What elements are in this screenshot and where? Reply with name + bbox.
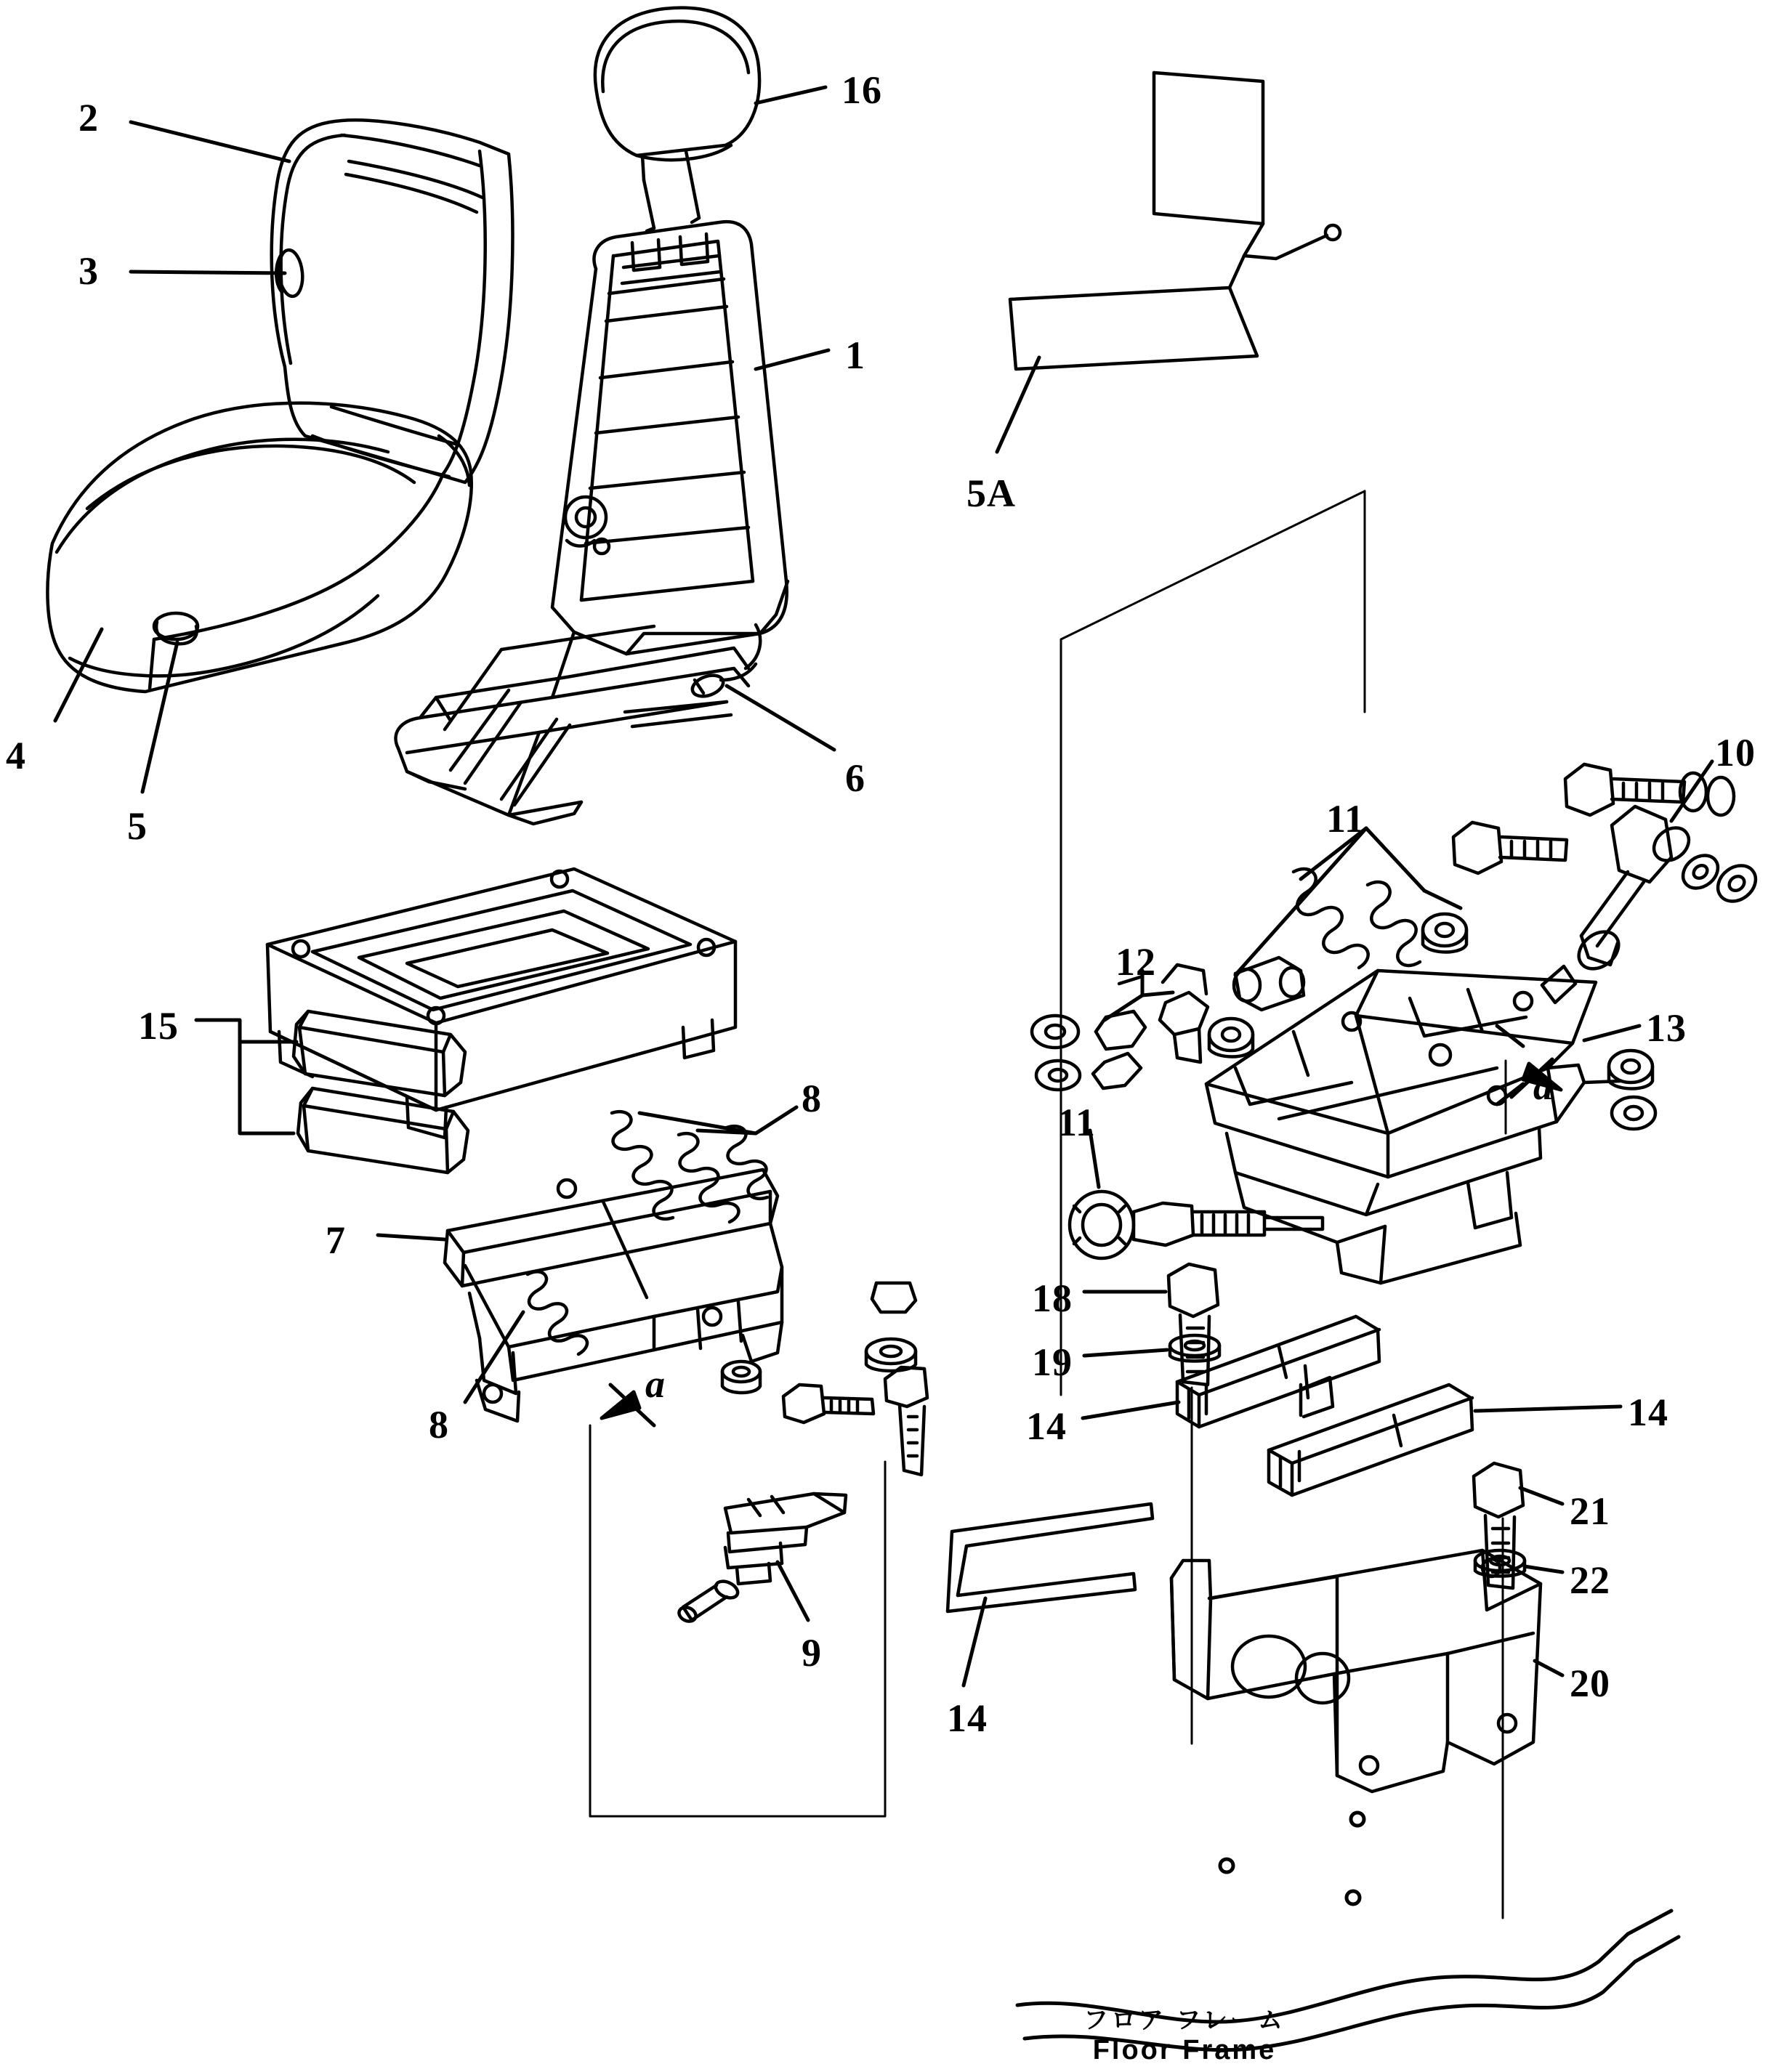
floor-frame-note-english: Floor Frame: [1092, 2035, 1277, 2066]
callout-12: 12: [1115, 940, 1156, 984]
callout-22: 22: [1570, 1558, 1610, 1602]
callout-20: 20: [1570, 1662, 1610, 1705]
part-slide-frame-13: [1206, 971, 1621, 1283]
part-washer-19: [1170, 1335, 1219, 1361]
callout-21: 21: [1570, 1489, 1610, 1533]
callout-a: a: [645, 1362, 666, 1406]
callout-10: 10: [1715, 731, 1756, 774]
callout-a: a: [1533, 1064, 1554, 1108]
callout-16: 16: [841, 68, 882, 112]
callout-14: 14: [1628, 1391, 1668, 1434]
callout-18: 18: [1032, 1276, 1073, 1320]
callout-6: 6: [845, 756, 865, 800]
part-seat-back-cushion: [272, 120, 513, 482]
callout-5: 5: [127, 804, 148, 848]
callout-7: 7: [326, 1218, 346, 1262]
part-bent-rod: [948, 1504, 1153, 1611]
callout-8: 8: [802, 1077, 822, 1120]
leader-lines: [55, 87, 1712, 1685]
callout-13: 13: [1646, 1006, 1687, 1050]
part-headrest: [595, 8, 759, 231]
part-seat-rail-right: [1177, 1316, 1472, 1495]
callout-14: 14: [1026, 1404, 1067, 1448]
part-mounting-bracket-20: [1171, 1550, 1541, 1792]
part-rail-spacer: [294, 1011, 468, 1173]
part-seat-pan: [267, 869, 735, 1138]
part-seat-bottom-cushion: [47, 403, 471, 692]
callout-5a: 5A: [966, 472, 1016, 515]
part-suspension-frame-left: [445, 1112, 927, 1475]
callout-9: 9: [802, 1631, 822, 1675]
part-cover-plate: [1010, 73, 1340, 369]
part-bolt-18: [1169, 1264, 1218, 1385]
floor-frame-note-japanese: フロア フレーム: [1083, 2007, 1286, 2034]
callout-11: 11: [1057, 1101, 1097, 1144]
callout-1: 1: [845, 333, 865, 377]
callout-11: 11: [1326, 797, 1365, 841]
callout-2: 2: [78, 96, 99, 139]
callout-19: 19: [1032, 1340, 1073, 1384]
callout-8: 8: [429, 1403, 449, 1446]
callout-4: 4: [6, 734, 26, 777]
callout-15: 15: [138, 1004, 179, 1048]
part-seat-frame: [396, 222, 788, 824]
callout-3: 3: [78, 249, 99, 293]
part-latch-lever: [677, 1494, 846, 1624]
callout-14: 14: [947, 1696, 988, 1740]
floor-frame-note: [1068, 2007, 1301, 2067]
